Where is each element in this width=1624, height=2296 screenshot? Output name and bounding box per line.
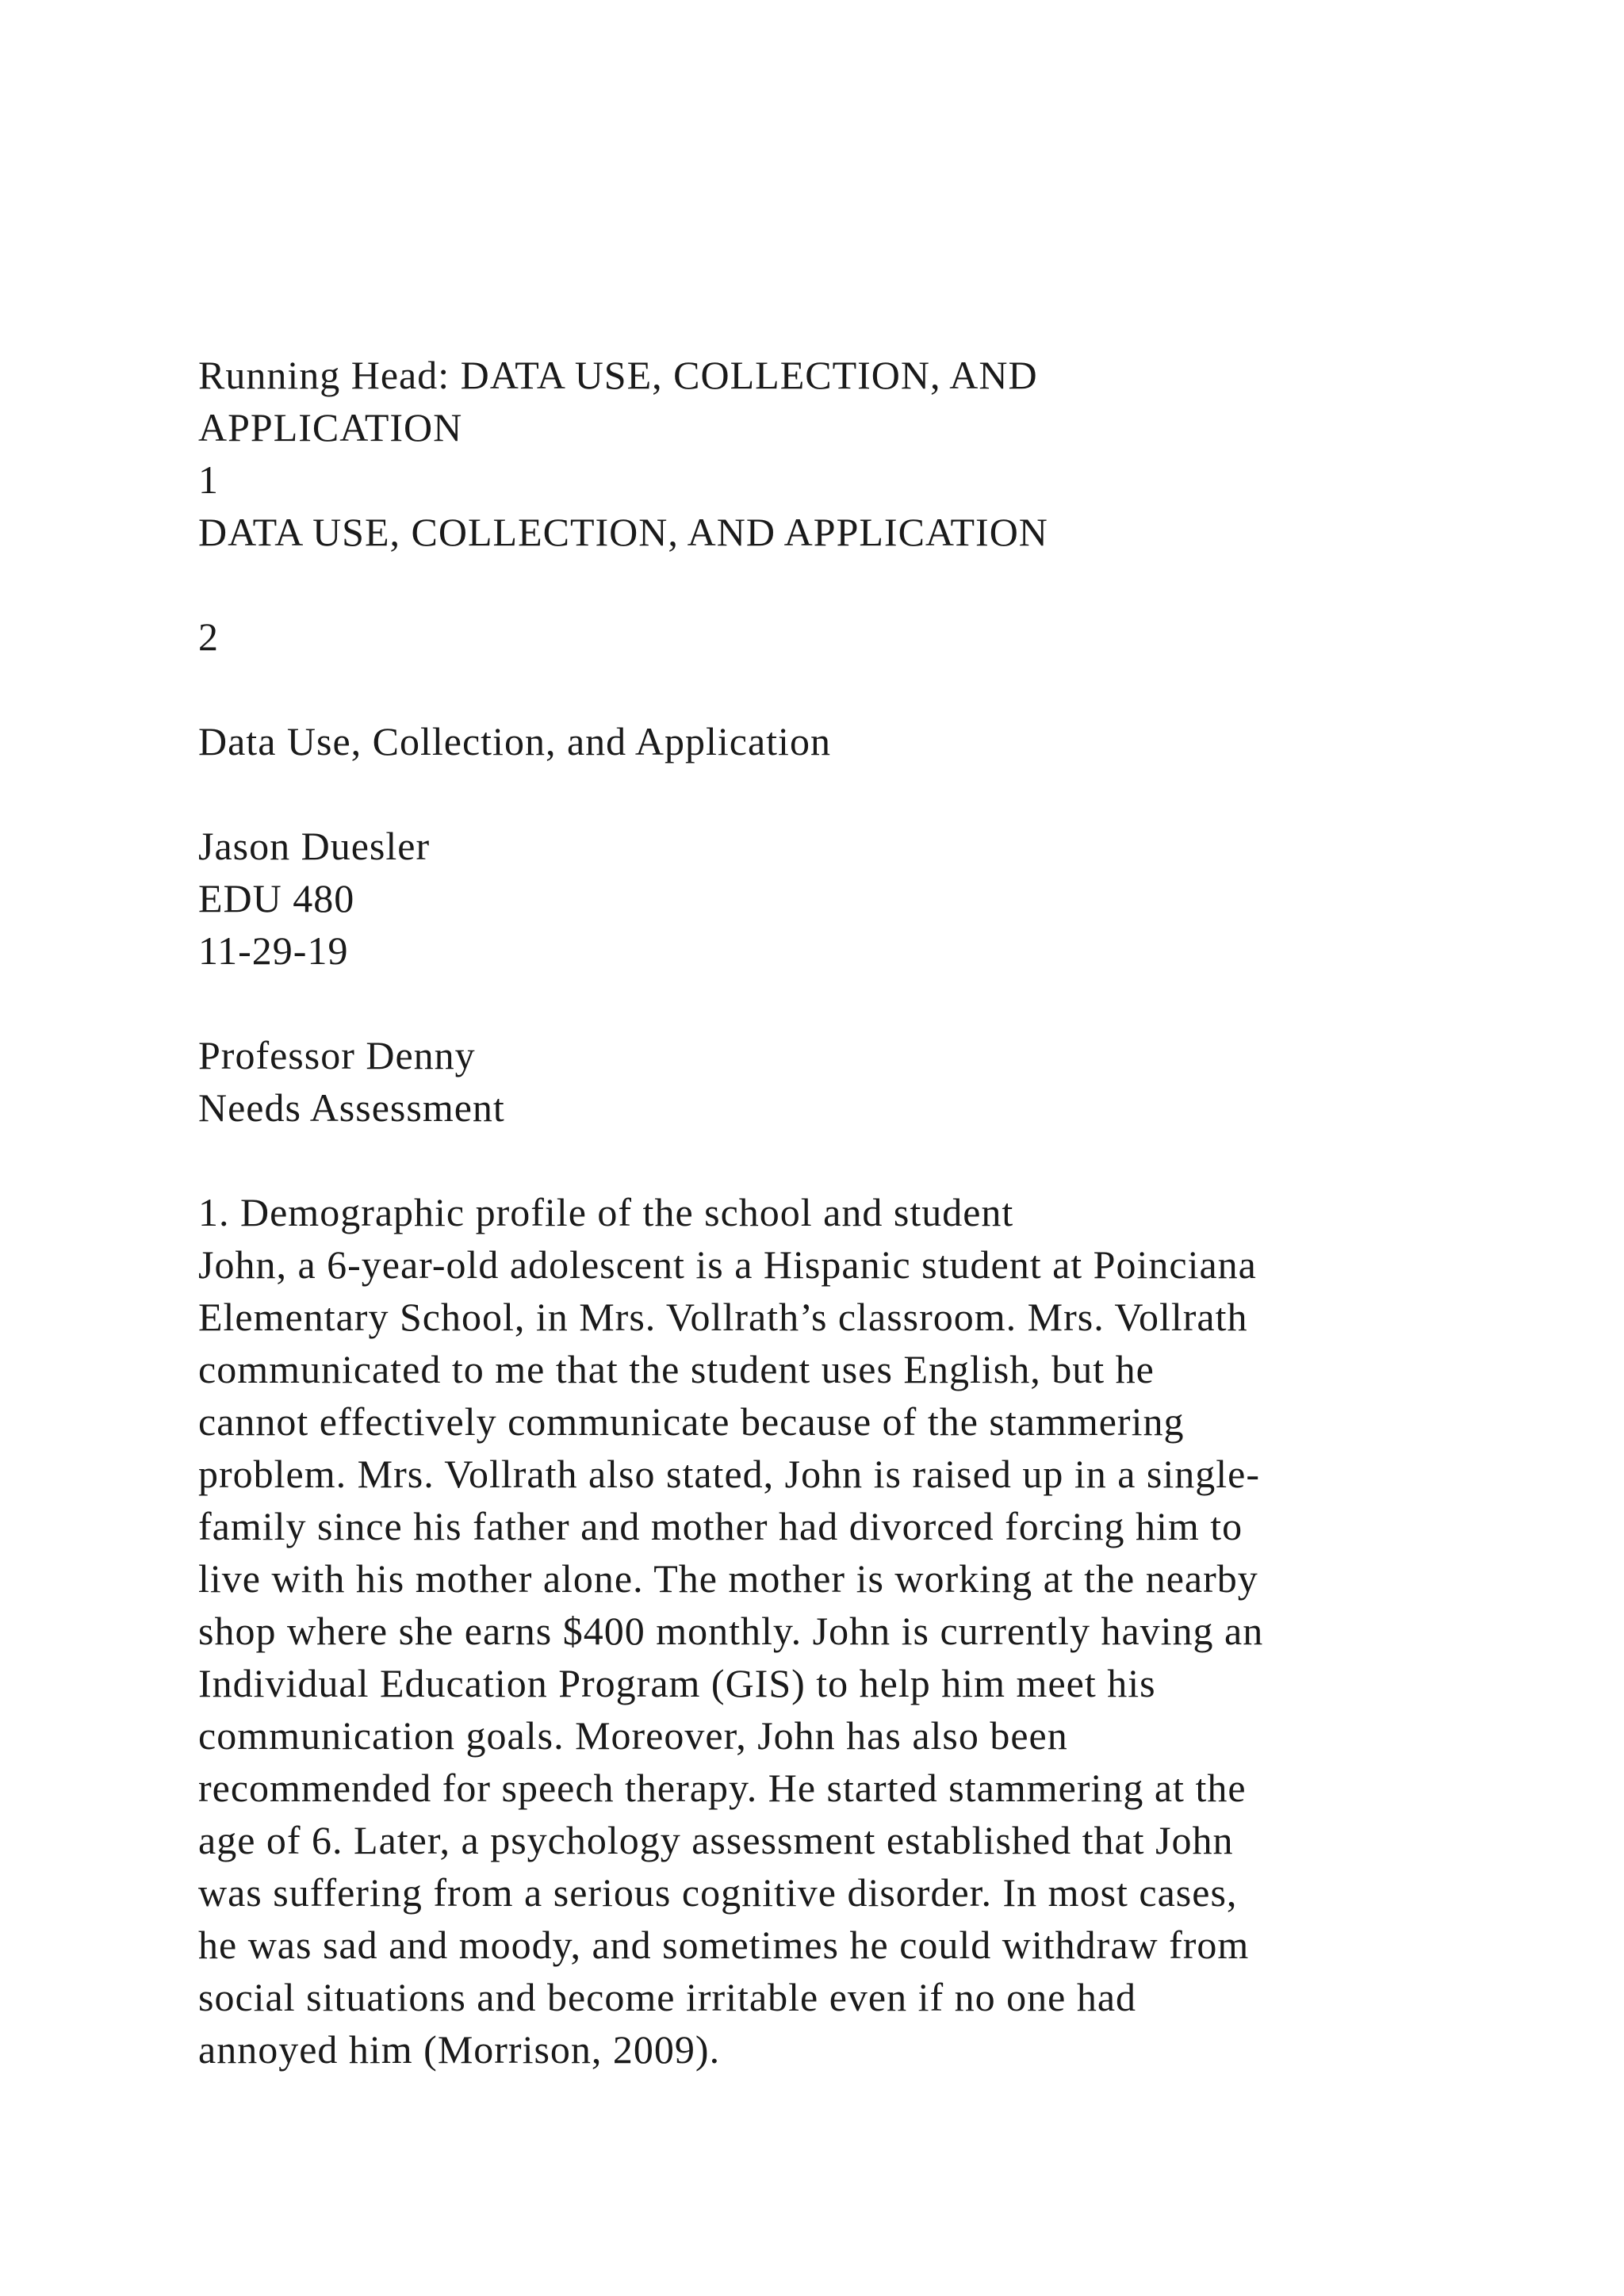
paper-date: 11-29-19	[198, 928, 349, 973]
assignment-name: Needs Assessment	[198, 1085, 505, 1130]
paragraph-line: social situations and become irritable even if no one had	[198, 1975, 1137, 2019]
page-number-2: 2	[198, 614, 219, 659]
blank-line	[198, 558, 1546, 610]
paragraph-line: Individual Education Program (GIS) to help him meet his	[198, 1661, 1156, 1705]
author-name: Jason Duesler	[198, 824, 431, 868]
paragraph-line: communication goals. Moreover, John has also been	[198, 1713, 1068, 1758]
paper-title: Data Use, Collection, and Application	[198, 719, 831, 763]
paragraph-line: age of 6. Later, a psychology assessment established that John	[198, 1818, 1234, 1862]
paragraph-line: annoyed him (Morrison, 2009).	[198, 2027, 721, 2072]
paragraph-line: John, a 6-year-old adolescent is a Hispanic student at Poinciana	[198, 1242, 1257, 1287]
paragraph-line: recommended for speech therapy. He started stammering at the	[198, 1766, 1247, 1810]
page-number-1: 1	[198, 457, 219, 502]
paragraph-line: family since his father and mother had divorced forcing him to	[198, 1504, 1243, 1548]
professor-name: Professor Denny	[198, 1033, 476, 1077]
blank-line	[198, 1134, 1546, 1186]
document-body	[198, 349, 1546, 2076]
paragraph-line: Elementary School, in Mrs. Vollrath’s classroom. Mrs. Vollrath	[198, 1295, 1248, 1339]
paragraph-line: he was sad and moody, and sometimes he could withdraw from	[198, 1923, 1250, 1967]
section-heading: 1. Demographic profile of the school and student	[198, 1190, 1014, 1234]
blank-line	[198, 977, 1546, 1029]
paragraph-line: cannot effectively communicate because of the stammering	[198, 1399, 1185, 1444]
paragraph-line: shop where she earns $400 monthly. John is currently having an	[198, 1609, 1264, 1653]
short-title-header: DATA USE, COLLECTION, AND APPLICATION	[198, 510, 1048, 554]
paragraph-line: communicated to me that the student uses English, but he	[198, 1347, 1155, 1391]
paragraph-line: live with his mother alone. The mother is working at the nearby	[198, 1556, 1258, 1601]
paragraph-line: was suffering from a serious cognitive disorder. In most cases,	[198, 1870, 1238, 1915]
paragraph-line: problem. Mrs. Vollrath also stated, John is raised up in a single-	[198, 1452, 1260, 1496]
course-code: EDU 480	[198, 876, 355, 920]
blank-line	[198, 663, 1546, 715]
running-head-line-1: Running Head: DATA USE, COLLECTION, AND	[198, 353, 1038, 397]
running-head-line-2: APPLICATION	[198, 405, 463, 450]
blank-line	[198, 767, 1546, 820]
